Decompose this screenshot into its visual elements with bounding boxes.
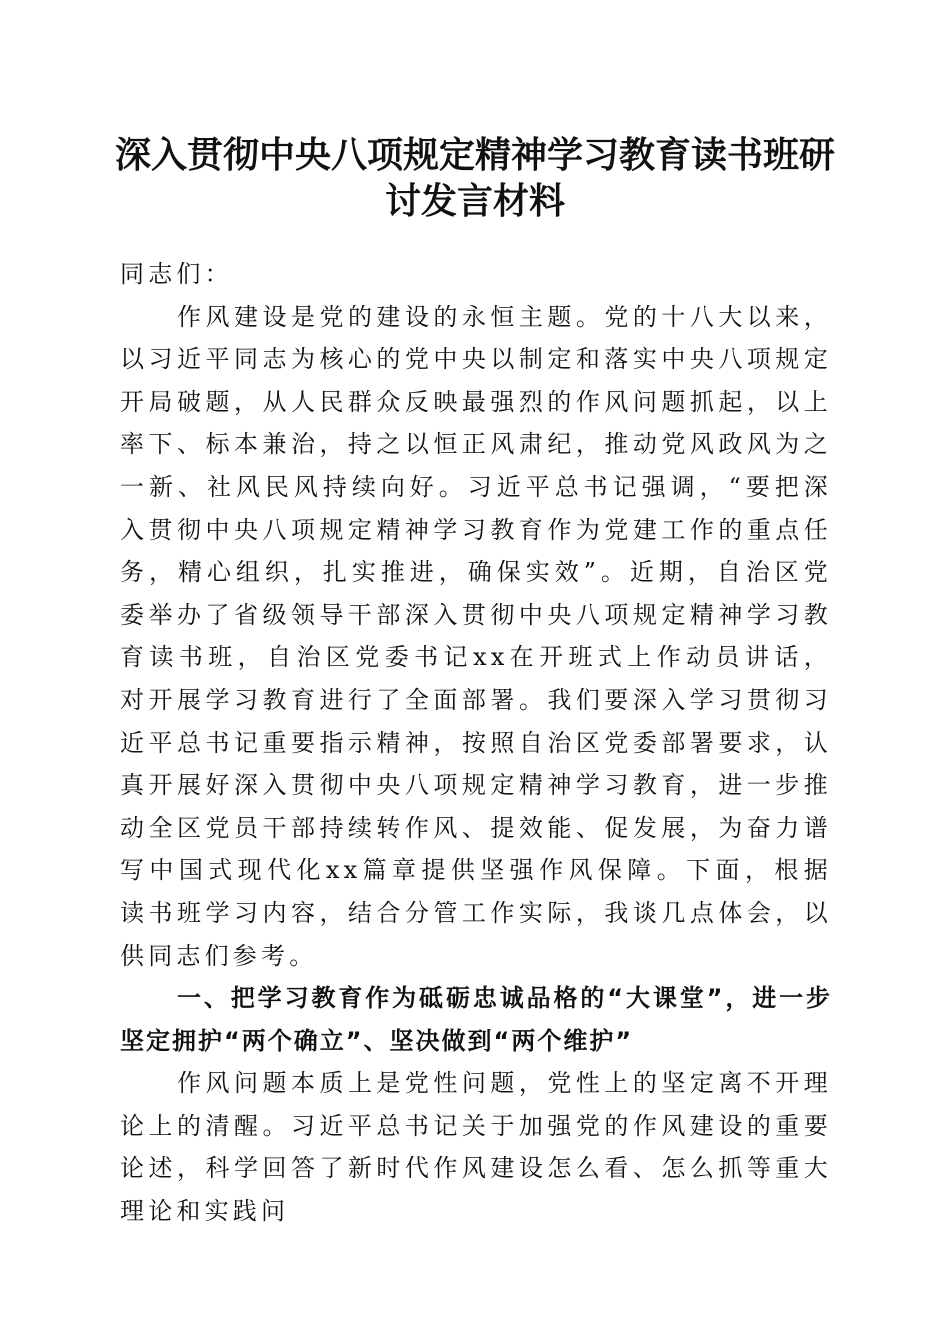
paragraph-section-1: 作风问题本质上是党性问题，党性上的坚定离不开理论上的清醒。习近平总书记关于加强党的作风建设的重要论述，科学回答了新时代作风建设怎么看、怎么抓等重大理论和实践问 [120, 1069, 832, 1226]
document-title [110, 132, 840, 224]
section-heading-1: 一、把学习教育作为砥砺忠诚品格的“大课堂”，进一步坚定拥护“两个确立”、坚决做到“两个维护” [120, 984, 832, 1055]
document-body [120, 253, 832, 1233]
title-line-1: 深入贯彻中央八项规定精神学习教育读书班研 [114, 134, 835, 176]
paragraph-intro: 作风建设是党的建设的永恒主题。党的十八大以来，以习近平同志为核心的党中央以制定和落实中央八项规定开局破题，从人民群众反映最强烈的作风问题抓起，以上率下、标本兼治，持之以恒正风肃纪，推动党风政风为之一新、社风民风持续向好。习近平总书记强调，“要把深入贯彻中央八项规定精神学习教育作为党建工作的重点任务，精心组织，扎实推进，确保实效”。近期，自治区党委举办了省级领导干部深入贯彻中央八项规定精神学习教育读书班，自治区党委书记xx在开班式上作动员讲话，对开展学习教育进行了全面部署。我们要深入学习贯彻习近平总书记重要指示精神，按照自治区党委部署要求，认真开展好深入贯彻中央八项规定精神学习教育，进一步推动全区党员干部持续转作风、提效能、促发展，为奋力谱写中国式现代化xx篇章提供坚强作风保障。下面，根据读书班学习内容，结合分管工作实际，我谈几点体会，以供同志们参考。 [120, 302, 832, 970]
salutation: 同志们： [120, 260, 233, 288]
title-line-2: 讨发言材料 [384, 180, 565, 222]
